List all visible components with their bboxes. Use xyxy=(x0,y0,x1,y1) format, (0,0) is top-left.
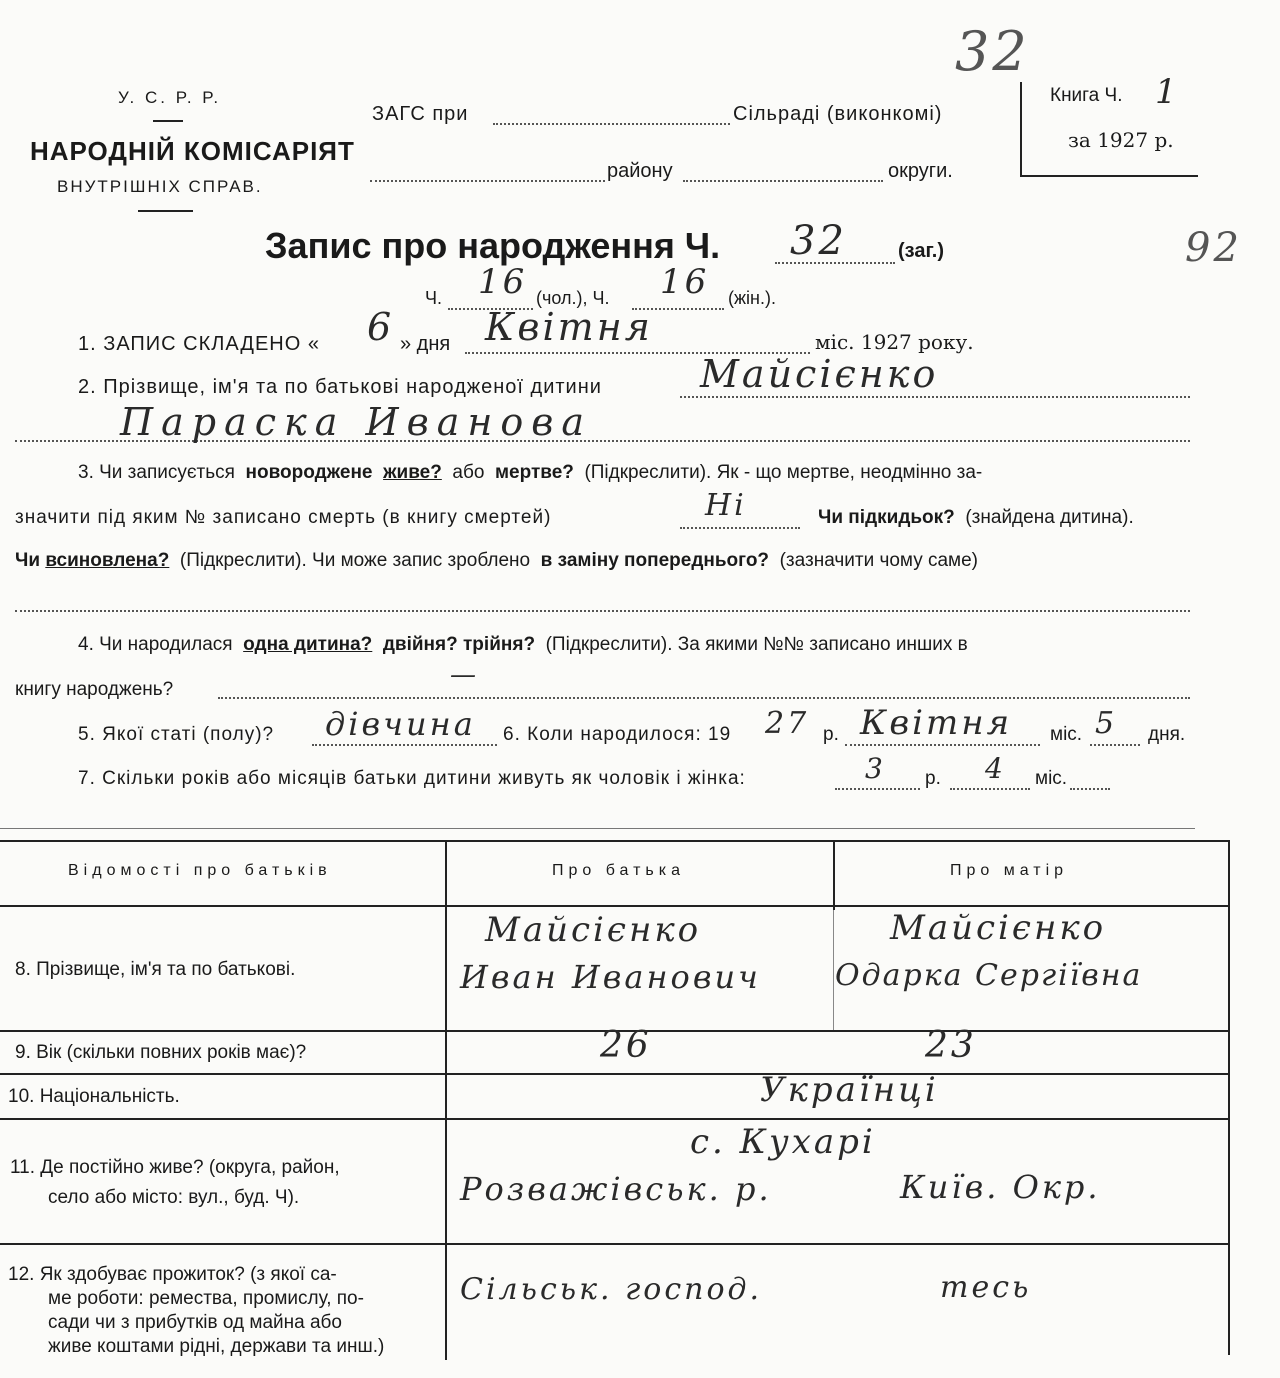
ussr-label: У. С. Р. Р. xyxy=(118,88,222,107)
side-number: 92 xyxy=(1185,225,1242,271)
row12-label-4: живе коштами рідні, держави та инш.) xyxy=(48,1336,385,1357)
col-header-mother: Про матір xyxy=(950,862,1069,879)
row8-mother-surname: Майсієнко xyxy=(890,908,1107,948)
record-number: 32 xyxy=(790,218,847,264)
item6-day-field xyxy=(1090,744,1140,746)
item7-years-field xyxy=(835,788,920,790)
item1-prefix: 1. ЗАПИС СКЛАДЕНО « xyxy=(78,333,320,355)
female-count: 16 xyxy=(660,262,710,302)
divider xyxy=(153,120,183,122)
item4-line1: 4. Чи народилася одна дитина? двійня? трійня? (Підкреслити). За якими №№ записано инших в xyxy=(78,634,968,655)
row9-mother-age: 23 xyxy=(925,1025,977,1066)
item7-months-label: міс. xyxy=(1035,768,1068,789)
item7-tail-field xyxy=(1070,788,1110,790)
item6-year-label: р. xyxy=(823,724,839,745)
book-year: за 1927 р. xyxy=(1068,128,1174,152)
item1-day: 6 xyxy=(367,305,395,349)
male-count: 16 xyxy=(478,262,528,302)
item3-death-value: Ні xyxy=(705,488,747,523)
item4-value: — xyxy=(450,660,479,690)
male-label: (чол.), Ч. xyxy=(536,288,610,308)
table-col-divider xyxy=(833,840,835,910)
item7-years: 3 xyxy=(865,752,886,785)
row12-label-1: 12. Як здобуває прожиток? (з якої са- xyxy=(8,1264,337,1285)
row10-label: 10. Національність. xyxy=(8,1086,180,1107)
item3-line3: Чи всиновлена? (Підкреслити). Чи може запис зроблено в заміну попереднього? (зазначити чому саме) xyxy=(15,550,979,571)
row9-label: 9. Вік (скільки повних років має)? xyxy=(15,1042,307,1063)
item1-month: Квітня xyxy=(485,305,653,349)
row8-mother-name: Одарка Сергіївна xyxy=(835,958,1143,993)
item7-months: 4 xyxy=(985,752,1006,785)
row8-father-surname: Майсієнко xyxy=(485,910,702,950)
row12-father-occupation: Сільськ. господ. xyxy=(460,1272,763,1307)
table-col-divider xyxy=(445,840,447,1360)
row12-label-3: сади чи з прибутків од майна або xyxy=(48,1312,342,1333)
table-row-divider xyxy=(0,905,1230,907)
okrug-label: округи. xyxy=(888,160,953,182)
silradi-label: Сільраді (виконкомі) xyxy=(733,103,943,125)
box-border xyxy=(1020,82,1022,177)
item2-label: 2. Прізвище, ім'я та по батькові народженої дитини xyxy=(78,376,602,398)
female-label: (жін.). xyxy=(728,288,776,308)
zags-field xyxy=(493,123,730,125)
item3-foundling: Чи підкидьок? (знайдена дитина). xyxy=(818,507,1134,528)
item4-line2: книгу народжень? xyxy=(15,679,174,700)
item6-label: 6. Коли народилося: 19 xyxy=(503,724,732,745)
raion-field xyxy=(370,180,605,182)
item2-name: Параска Иванова xyxy=(120,400,593,444)
table-row-divider xyxy=(0,1073,1230,1075)
commissariat-title: НАРОДНІЙ КОМІСАРІЯТ xyxy=(30,136,355,166)
item2-surname: Майсієнко xyxy=(700,352,939,396)
row12-label-2: ме роботи: ремества, промислу, по- xyxy=(48,1288,364,1309)
col-header-father: Про батька xyxy=(552,862,685,879)
item7-label: 7. Скільки років або місяців батьки дитини живуть як чоловік і жінка: xyxy=(78,768,746,789)
item7-years-label: р. xyxy=(925,768,941,789)
table-row-divider xyxy=(0,1118,1230,1120)
table-border xyxy=(0,840,1230,842)
item2-surname-field xyxy=(680,396,1190,398)
book-number: 1 xyxy=(1155,72,1180,112)
item1-mid: » дня xyxy=(400,333,451,355)
table-col-divider xyxy=(833,910,834,1030)
item5-field xyxy=(312,744,497,746)
item4-field xyxy=(218,697,1190,699)
male-ch-label: Ч. xyxy=(425,288,442,308)
item3-line1: 3. Чи записується новороджене живе? або мертве? (Підкреслити). Як - що мертве, неодмінно за- xyxy=(78,462,983,483)
item6-day: 5 xyxy=(1095,706,1118,741)
row11-district: Розважівськ. р. xyxy=(460,1170,772,1208)
table-row-divider xyxy=(0,1243,1230,1245)
row8-label: 8. Прізвище, ім'я та по батькові. xyxy=(15,959,296,980)
item3-reason-field xyxy=(15,610,1190,612)
item3-line2: значити під яким № записано смерть (в книгу смертей) xyxy=(15,507,552,528)
item6-month-label: міс. xyxy=(1050,724,1083,745)
record-title: Запис про народження Ч. xyxy=(265,225,721,266)
row8-father-name: Иван Иванович xyxy=(460,958,761,996)
item6-month: Квітня xyxy=(860,703,1013,743)
item6-month-field xyxy=(845,744,1040,746)
raion-label: району xyxy=(607,160,673,182)
row11-label-1: 11. Де постійно живе? (округа, район, xyxy=(10,1157,340,1178)
row11-okrug: Київ. Окр. xyxy=(900,1168,1101,1206)
item6-day-label: дня. xyxy=(1148,724,1186,745)
col-header-info: Відомості про батьків xyxy=(68,862,332,879)
item3-death-field xyxy=(680,527,800,529)
item5-value: дівчина xyxy=(325,705,476,743)
internal-affairs-label: ВНУТРІШНІХ СПРАВ. xyxy=(57,177,263,196)
corner-number: 32 xyxy=(955,20,1030,83)
row12-mother-occupation: тесь xyxy=(940,1270,1032,1305)
row11-label-2: село або місто: вул., буд. Ч). xyxy=(48,1187,300,1208)
row9-father-age: 26 xyxy=(600,1025,652,1066)
table-border xyxy=(1228,840,1230,1355)
box-border xyxy=(1020,175,1198,177)
item7-months-field xyxy=(950,788,1030,790)
divider xyxy=(138,210,193,212)
item6-year: 27 xyxy=(765,706,810,741)
record-suffix: (заг.) xyxy=(898,240,945,262)
item5-label: 5. Якої статі (полу)? xyxy=(78,724,275,745)
table-top-rule xyxy=(0,828,1195,829)
row10-value: Українці xyxy=(760,1070,939,1110)
zags-label: ЗАГС при xyxy=(372,103,469,125)
okrug-field xyxy=(683,180,883,182)
row11-village: с. Кухарі xyxy=(690,1122,876,1162)
book-label: Книга Ч. xyxy=(1050,85,1123,106)
item1-suffix: міс. 1927 року. xyxy=(815,330,974,354)
